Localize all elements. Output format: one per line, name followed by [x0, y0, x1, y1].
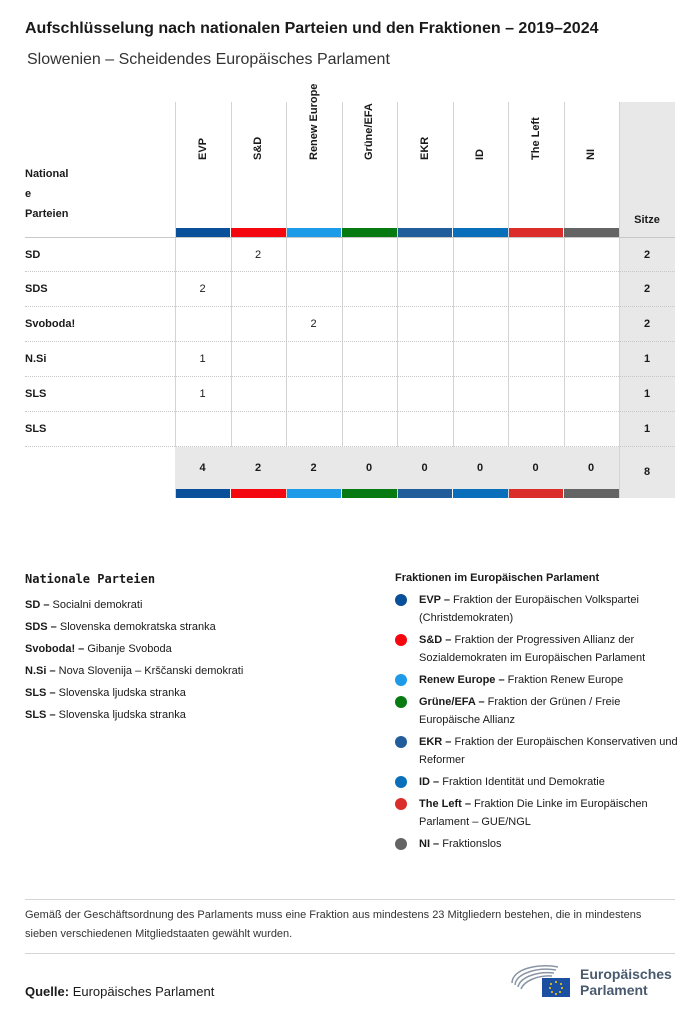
group-color-bar-top: [453, 228, 508, 237]
seat-count: 1: [199, 353, 206, 365]
group-color-dot: [395, 634, 407, 646]
group-header-label: Renew Europe: [307, 83, 320, 160]
group-abbr: ID: [419, 776, 430, 788]
party-legend-item: SLS – Slovenska ljudska stranka: [25, 687, 186, 699]
party-seat-total: 2: [643, 318, 651, 330]
party-abbr: SLS: [25, 687, 47, 699]
group-header-label: Grüne/EFA: [363, 103, 375, 160]
group-color-bar-bottom: [231, 489, 286, 498]
party-seat-total: 1: [643, 388, 651, 400]
group-total: 0: [421, 462, 428, 474]
legend-groups-heading: Fraktionen im Europäischen Parlament: [395, 572, 600, 584]
group-total: 2: [254, 462, 262, 474]
group-header-gr-ne-efa: [342, 102, 397, 228]
group-color-dot: [395, 798, 407, 810]
group-color-bar-bottom: [564, 489, 619, 498]
party-seat-total: 2: [643, 249, 651, 261]
total-seats: 8: [643, 466, 651, 478]
seat-count: 2: [310, 318, 317, 330]
group-name: Fraktion Die Linke im Europäischen Parlament – GUE/NGL: [419, 798, 648, 828]
group-header-label: The Left: [529, 117, 542, 160]
group-color-bar-bottom: [453, 489, 508, 498]
group-color-dot: [395, 838, 407, 850]
group-header-label: ID: [474, 149, 486, 160]
seat-count: 2: [254, 249, 262, 261]
seat-count: 2: [199, 283, 206, 295]
footnote: Gemäß der Geschäftsordnung des Parlaments muss eine Fraktion aus mindestens 23 Mitgliedern bestehen, die in mindestens sieben verschiedenen Mitgliedstaaten gewählt wurden.: [25, 909, 642, 940]
source-value: Europäisches Parlament: [72, 984, 215, 999]
seats-header: Sitze: [634, 214, 660, 226]
group-color-bar-top: [509, 228, 564, 237]
table-row: [25, 412, 675, 447]
group-header-label: EKR: [418, 136, 431, 160]
group-color-dot: [395, 674, 407, 686]
logo-wordmark: Europäisches Parlament: [580, 966, 672, 998]
party-label: SLS: [25, 423, 47, 435]
party-name: Gibanje Svoboda: [87, 643, 172, 655]
group-total: 0: [532, 462, 539, 474]
parliament-logo: [508, 961, 678, 1001]
parliament-emblem-icon: [508, 961, 576, 1001]
group-name: Fraktion der Progressiven Allianz der Sozialdemokraten im Europäischen Parlament: [419, 634, 646, 664]
party-name: Socialni demokrati: [52, 599, 143, 611]
group-header-ni: [564, 102, 619, 228]
group-color-dot: [395, 696, 407, 708]
group-name: Fraktionslos: [442, 838, 502, 850]
group-total: 4: [199, 462, 206, 474]
party-legend-item: Svoboda! – Gibanje Svoboda: [25, 643, 172, 655]
group-total: 0: [476, 462, 484, 474]
party-abbr: SDS: [25, 621, 48, 633]
group-total: 0: [587, 462, 595, 474]
table-row: [25, 377, 675, 412]
party-abbr: N.Si: [25, 665, 47, 677]
group-abbr: Grüne/EFA: [419, 696, 476, 708]
party-abbr: Svoboda!: [25, 643, 76, 655]
party-legend-item: SDS – Slovenska demokratska stranka: [25, 621, 216, 633]
group-abbr: EVP: [419, 594, 441, 606]
group-color-bar-bottom: [509, 489, 564, 498]
party-abbr: SLS: [25, 709, 47, 721]
seat-table: [25, 83, 675, 498]
party-name: Slovenska demokratska stranka: [59, 621, 216, 633]
group-legend-item: EVP – Fraktion der Europäischen Volkspartei (Christdemokraten): [395, 591, 680, 627]
group-name: Fraktion der Grünen / Freie Europäische Allianz: [419, 696, 621, 726]
group-header-the-left: [508, 102, 563, 228]
source: [25, 984, 214, 999]
group-color-bar-top: [176, 228, 231, 237]
table-row: [25, 272, 675, 307]
group-color-bar-top: [231, 228, 286, 237]
group-abbr: EKR: [419, 736, 443, 748]
party-seat-total: 2: [643, 283, 651, 295]
party-legend-item: SLS – Slovenska ljudska stranka: [25, 709, 186, 721]
group-color-bar-top: [398, 228, 453, 237]
group-color-dot: [395, 594, 407, 606]
party-label: Svoboda!: [25, 318, 76, 330]
table-row: [25, 307, 675, 342]
group-header-renew-europe: [286, 83, 341, 228]
group-color-dot: [395, 736, 407, 748]
page-title: Aufschlüsselung nach nationalen Parteien und den Fraktionen – 2019–2024: [25, 20, 599, 37]
group-legend-item: Grüne/EFA – Fraktion der Grünen / Freie Europäische Allianz: [395, 693, 680, 729]
party-seat-total: 1: [643, 353, 651, 365]
table-row: [25, 342, 675, 377]
legend-groups: [395, 572, 680, 857]
group-name: Fraktion Identität und Demokratie: [442, 776, 605, 788]
party-legend-item: N.Si – Nova Slovenija – Krščanski demokrati: [25, 665, 244, 677]
party-name: Nova Slovenija – Krščanski demokrati: [58, 665, 244, 677]
group-legend-item: ID – Fraktion Identität und Demokratie: [395, 773, 680, 791]
group-color-bar-bottom: [176, 489, 231, 498]
group-color-bar-top: [564, 228, 619, 237]
group-abbr: NI: [419, 838, 430, 850]
divider-bottom: [25, 953, 675, 954]
group-legend-item: NI – Fraktionslos: [395, 835, 680, 853]
group-abbr: Renew Europe: [419, 674, 496, 686]
group-name: Fraktion Renew Europe: [507, 674, 624, 686]
divider-top: [25, 899, 675, 900]
row-header-label: National e Parteien: [25, 168, 69, 220]
party-label: SDS: [25, 283, 48, 295]
group-header-id: [453, 102, 508, 228]
group-header-evp: [175, 102, 230, 228]
party-label: SLS: [25, 388, 47, 400]
seat-count: 1: [199, 388, 206, 400]
group-color-bar-top: [342, 228, 397, 237]
party-name: Slovenska ljudska stranka: [58, 709, 186, 721]
group-abbr: The Left: [419, 798, 462, 810]
party-legend-item: SD – Socialni demokrati: [25, 599, 143, 611]
group-name: Fraktion der Europäischen Volkspartei (Christdemokraten): [419, 594, 639, 624]
party-name: Slovenska ljudska stranka: [58, 687, 186, 699]
source-label: Quelle:: [25, 984, 70, 999]
party-seat-total: 1: [643, 423, 651, 435]
legend-parties-heading: Nationale Parteien: [25, 572, 156, 586]
party-abbr: SD: [25, 599, 41, 611]
group-color-bar-bottom: [287, 489, 342, 498]
group-color-bar-bottom: [398, 489, 453, 498]
group-legend-item: Renew Europe – Fraktion Renew Europe: [395, 671, 680, 689]
group-header-label: S&D: [252, 136, 264, 160]
group-abbr: S&D: [419, 634, 443, 646]
group-color-bar-bottom: [342, 489, 397, 498]
party-label: SD: [25, 249, 41, 261]
group-color-dot: [395, 776, 407, 788]
group-color-bar-top: [287, 228, 342, 237]
group-legend-item: The Left – Fraktion Die Linke im Europäischen Parlament – GUE/NGL: [395, 795, 680, 831]
page-subtitle: Slowenien – Scheidendes Europäisches Parlament: [27, 51, 390, 68]
party-label: N.Si: [25, 353, 47, 365]
group-name: Fraktion der Europäischen Konservativen und Reformer: [419, 736, 678, 766]
group-header-label: NI: [585, 149, 597, 160]
group-total: 0: [365, 462, 373, 474]
group-header-s-d: [231, 102, 286, 228]
legend-national-parties: [25, 572, 365, 726]
group-header-label: EVP: [196, 137, 209, 160]
group-legend-item: EKR – Fraktion der Europäischen Konservativen und Reformer: [395, 733, 680, 769]
group-legend-item: S&D – Fraktion der Progressiven Allianz der Sozialdemokraten im Europäischen Parlament: [395, 631, 680, 667]
group-header-ekr: [397, 102, 452, 228]
table-row: [25, 237, 675, 272]
group-total: 2: [310, 462, 317, 474]
